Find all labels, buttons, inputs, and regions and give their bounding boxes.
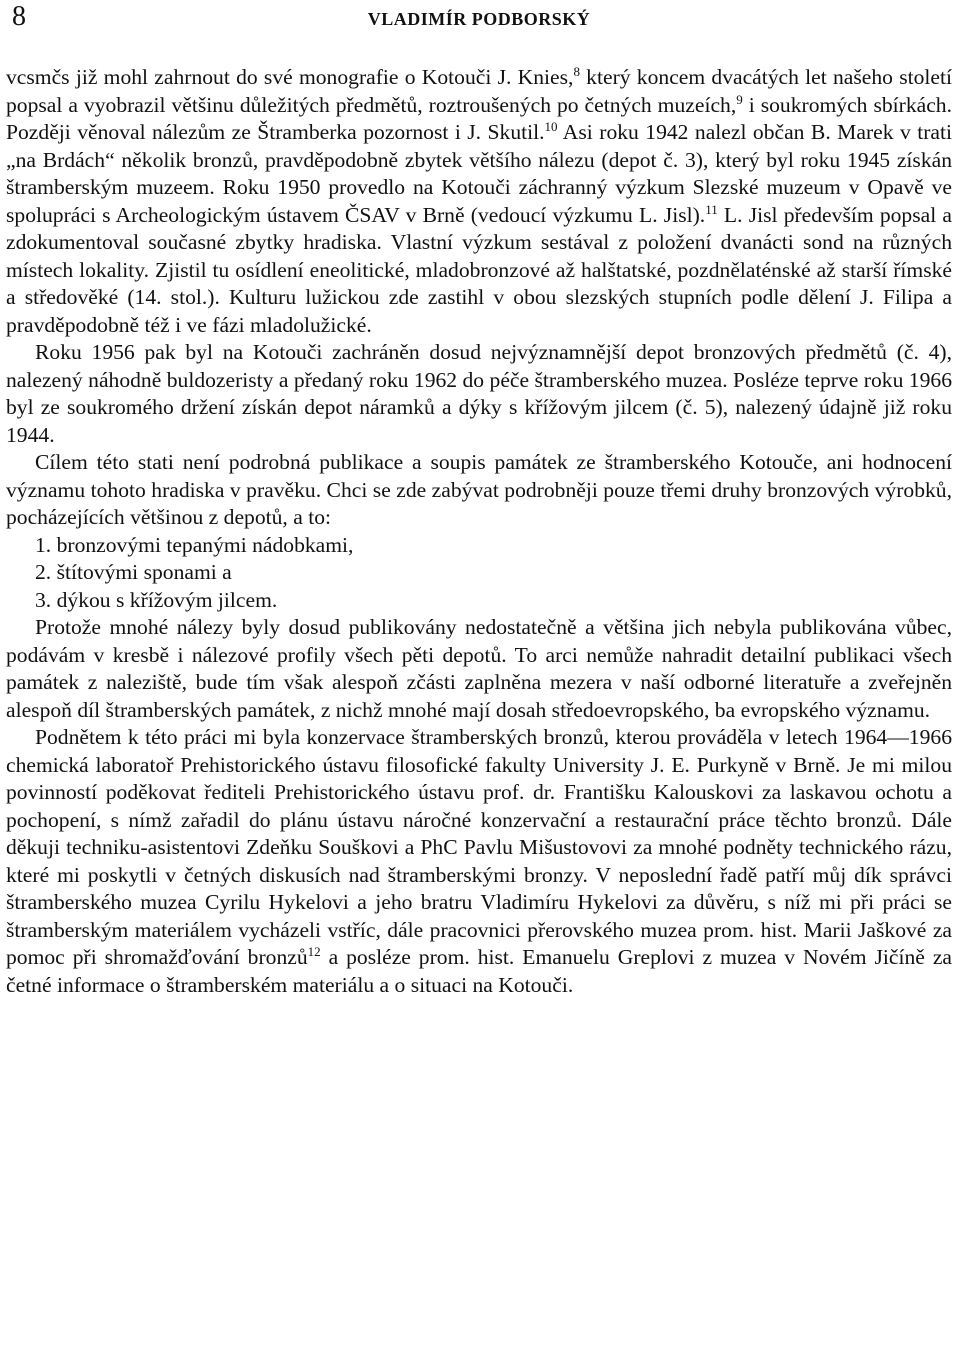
text-segment: i soukromých sbírkách. Později věnoval nálezům ze Štramberka pozornost i J. Skutil.	[6, 92, 952, 144]
page-header	[6, 0, 952, 40]
paragraph-acknowledgements	[6, 724, 952, 999]
list-item: 2. štítovými sponami a	[35, 560, 232, 584]
list-item: 3. dýkou s křížovým jilcem.	[35, 587, 278, 612]
article-body	[6, 64, 952, 999]
text-segment: L. Jisl především popsal a zdokumentoval současné zbytky hradiska. Vlastní výzkum sestával z položení dvanácti sond na různých místech lokality. Zjistil tu osídlení eneolitické, mladobronzové až halštatské, pozdnělaténské až starší římské a středověké (14. stol.). Kulturu lužickou zde zastihl v obou slezských stupních podle dělení J. Filipa a pravděpodobně též i ve fázi mladolužické.	[6, 202, 952, 337]
page-number: 8	[12, 1, 26, 32]
text-segment: Podnětem k této práci mi byla konzervace štramberských bronzů, kterou prováděla v letech 1964—1966 chemická laboratoř Prehistorického ústavu filosofické fakulty University J. E. Purkyně v Brně. Je mi milou povinností poděkovat řediteli Prehistorického ústavu prof. dr. Františku Kalouskovi za laskavou ochotu a pochopení, s nímž zařadil do plánu ústavu náročné konzervační a restaurační práce těchto bronzů. Dále děkuji techniku-asistentovi Zdeňku Souškovi a PhC Pavlu Mišustovovi za mnohé podněty technického rázu, které mi poskytli v četných diskusích nad štramberskými bronzy. V neposlední řadě patří můj dík správci štramberského muzea Cyrilu Hykelovi a jeho bratru Vladimíru Hykelovi za důvěru, s níž mi při práci se štramberským materiálem vycházeli vstříc, dále pracovnici přerovského muzea prom. hist. Marii Jaškové za pomoc při shromažďování bronzů	[6, 725, 952, 969]
bronze-types-list	[6, 532, 952, 615]
footnote-ref-9: 9	[736, 91, 743, 107]
text-segment: Asi roku 1942 nalezl občan B. Marek v trati „na Brdách“ několik bronzů, pravděpodobně zbytek většího nálezu (depot č. 3), který byl roku 1945 získán štramberským muzeem. Roku 1950 provedlo na Kotouči záchranný výzkum Slezské muzeum v Opavě ve spolupráci s Archeologickým ústavem ČSAV v Brně (vedoucí výzkumu L. Jisl).	[6, 120, 953, 227]
text-segment: a posléze prom. hist. Emanuelu Greplovi z muzea v Novém Jičíně za četné informace o štramberském materiálu a o situaci na Kotouči.	[6, 945, 952, 997]
paragraph-publication: Protože mnohé nálezy byly dosud publikovány nedostatečně a většina jich nebyla publikována vůbec, podávám v kresbě i nálezové profily všech pěti depotů. To arci nemůže nahradit detailní publikaci všech památek z naleziště, bude tím však alespoň zčásti zaplněna mezera v naší odborné literatuře a zveřejněn alespoň díl štramberských památek, z nichž mnohé mají dosah středoevropského, ba evropského významu.	[6, 615, 952, 722]
paragraph-aim: Cílem této stati není podrobná publikace a soupis památek ze štramberského Kotouče, ani hodnocení významu tohoto hradiska v pravěku. Chci se zde zabývat podrobněji pouze třemi druhy bronzových výrobků, pocházejících většinou z depotů, a to:	[6, 450, 952, 529]
running-head-author: VLADIMÍR PODBORSKÝ	[367, 9, 591, 29]
text-segment: který koncem dvacátých let našeho století popsal a vyobrazil většinu důležitých předmětů, roztroušených po četných muzeích,	[6, 65, 953, 117]
footnote-ref-10: 10	[544, 119, 558, 134]
footnote-ref-11: 11	[705, 201, 718, 217]
paragraph-history	[6, 64, 952, 339]
footnote-ref-12: 12	[307, 944, 321, 959]
paragraph-depot-4: Roku 1956 pak byl na Kotouči zachráněn dosud nejvýznamnější depot bronzových předmětů (č. 4), nalezený náhodně buldozeristy a předaný roku 1962 do péče štramberského muzea. Posléze teprve roku 1966 byl ze soukromého držení získán depot náramků a dýky s křížovým jilcem (č. 5), nalezený údajně již roku 1944.	[6, 340, 952, 447]
text-segment: vcsmčs již mohl zahrnout do své monografie o Kotouči J. Knies,	[6, 65, 574, 89]
footnote-ref-8: 8	[573, 64, 580, 79]
list-item: 1. bronzovými tepanými nádobkami,	[35, 532, 354, 557]
